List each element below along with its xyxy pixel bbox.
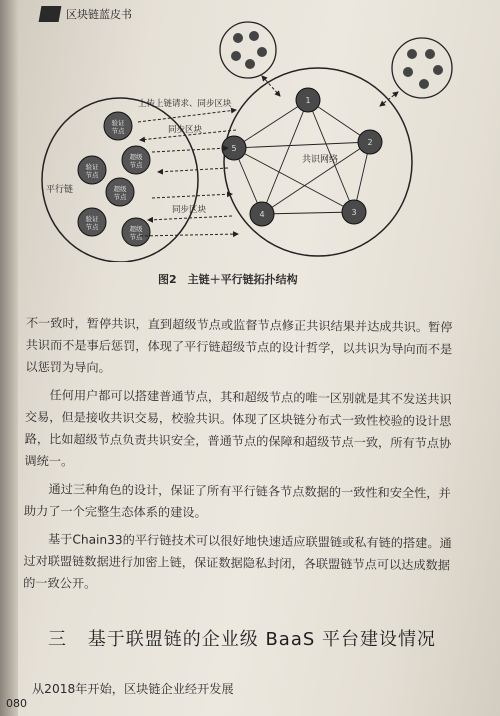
parachain-node	[106, 178, 134, 206]
parachain-node-label: 节点	[129, 161, 143, 169]
parachain-node-label: 验证	[85, 215, 99, 223]
consensus-link	[234, 142, 370, 148]
parachain-node-label: 超级	[129, 153, 143, 161]
outer-cluster-right	[392, 38, 452, 98]
paragraph-4: 基于Chain33的平行链技术可以很好地快速适应联盟链或私有链的搭建。通过对联盟链数据进行加密上链，保证数据隐私封闭，各联盟链节点可以达成数据的一致公开。	[23, 532, 452, 591]
paragraph-1: 不一致时，暂停共识，直到超级节点或监督节点修正共识结果并达成共识。暂停共识而不是事后惩罚，体现了平行链超级节点的设计哲学，以共识为导向而不是以惩罚为导向。	[25, 315, 453, 375]
consensus-network-label: 共识网络	[302, 155, 339, 165]
outer-cluster-left	[220, 22, 276, 78]
main-node-label: 5	[231, 144, 237, 153]
upload-sync-label: 上传上链请求、同步区块	[138, 99, 232, 109]
topology-diagram	[40, 20, 480, 262]
paragraph-3: 通过三种角色的设计，保证了所有平行链各节点数据的一致性和安全性，并助力了一个完整生态体系的建设。	[23, 482, 451, 520]
sync-label-2: 同步区块	[172, 205, 207, 215]
parachain-node-label: 验证	[111, 119, 125, 127]
consensus-link	[262, 212, 354, 214]
header-title: 区块链蓝皮书	[66, 8, 132, 21]
body-text	[23, 312, 458, 605]
parachain-node	[104, 112, 132, 140]
parachain-node	[122, 218, 150, 246]
parachain-node-label: 节点	[129, 233, 143, 241]
main-node-5	[222, 136, 246, 160]
page-spine-shadow	[0, 0, 18, 716]
figure-caption: 图2 主链＋平行链拓扑结构	[158, 273, 298, 286]
final-line: 从2018年开始，区块链企业经开发展	[32, 682, 234, 696]
main-node-3	[342, 200, 366, 224]
main-node-label: 3	[351, 208, 357, 217]
main-node-label: 1	[305, 96, 311, 105]
parachain-node-label: 节点	[85, 171, 99, 179]
parachain-node-label: 超级	[129, 225, 143, 233]
main-node-1	[296, 88, 320, 112]
page-number: 080	[6, 697, 27, 710]
parachain-node-label: 节点	[111, 127, 125, 135]
main-node-label: 2	[367, 138, 373, 147]
parachain-node	[78, 156, 106, 184]
main-node-2	[358, 130, 382, 154]
parachain-node-label: 节点	[85, 223, 99, 231]
main-node-label: 4	[259, 210, 265, 219]
section-heading	[48, 625, 436, 651]
parachain-node	[122, 146, 150, 174]
sync-label-1: 同步区块	[168, 125, 203, 135]
paragraph-2: 任何用户都可以搭建普通节点，其和超级节点的唯一区别就是其不发送共识交易，但是接收共识交易，校验共识。体现了区块链分布式一致性校验的设计思路，比如超级节点负责共识安全，普通节点的保障和超级节点一致，所有节点协调统一。	[24, 388, 452, 469]
consensus-link	[234, 100, 308, 148]
parachain-node-label: 验证	[85, 163, 99, 171]
parachain-node-label: 超级	[113, 185, 127, 193]
parachain-node	[78, 208, 106, 236]
parachain-label: 平行链	[46, 185, 74, 195]
main-node-4	[250, 202, 274, 226]
section-title: 基于联盟链的企业级 BaaS 平台建设情况	[87, 629, 437, 650]
section-number: 三	[48, 629, 67, 650]
parachain-node-label: 节点	[113, 193, 127, 201]
